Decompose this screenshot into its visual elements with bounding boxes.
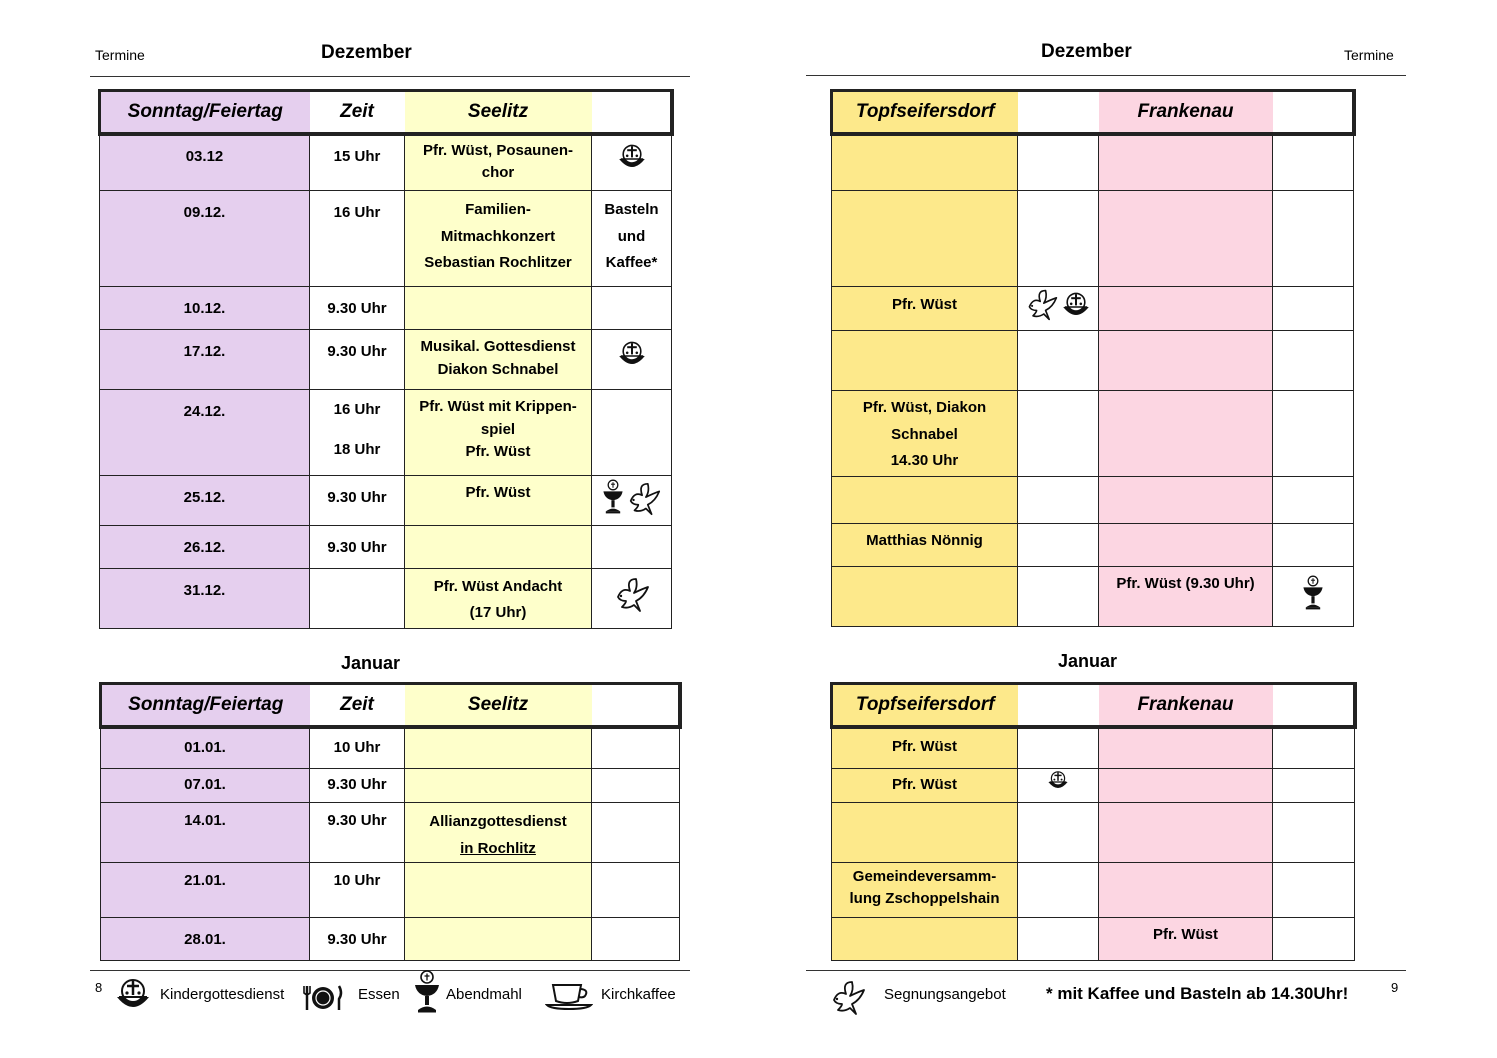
icon-cell — [1018, 769, 1099, 803]
topf-cell — [832, 803, 1018, 863]
icon-cell — [1273, 477, 1354, 524]
icon-cell — [1273, 524, 1354, 567]
date-cell: 21.01. — [101, 863, 310, 918]
icon-cell — [592, 476, 672, 526]
icon-cell — [592, 287, 672, 330]
communion-icon — [1301, 574, 1325, 612]
icon-cell — [592, 727, 680, 769]
topf-cell: Pfr. Wüst — [832, 287, 1018, 331]
icon-cell — [1018, 727, 1099, 769]
col-header-day: Sonntag/Feiertag — [101, 684, 310, 727]
table-row — [100, 287, 672, 330]
icon-cell — [592, 390, 672, 476]
table-row — [832, 524, 1354, 567]
date-cell: 10.12. — [100, 287, 310, 330]
topf-cell — [832, 567, 1018, 627]
col-header-seelitz: Seelitz — [405, 91, 592, 134]
date-cell: 14.01. — [101, 803, 310, 863]
frank-cell — [1099, 727, 1273, 769]
event-cell: Pfr. Wüst — [405, 476, 592, 526]
right-page-number: 9 — [1391, 980, 1399, 995]
icon-cell — [1273, 331, 1354, 391]
table-row — [832, 918, 1355, 961]
icon-cell — [592, 803, 680, 863]
right-month-december: Dezember — [1041, 41, 1132, 62]
kids-service-icon — [113, 977, 153, 1017]
icon-cell — [592, 769, 680, 803]
frank-cell: Pfr. Wüst (9.30 Uhr) — [1099, 567, 1273, 627]
event-cell: Pfr. Wüst Andacht (17 Uhr) — [405, 569, 592, 629]
topf-cell: Pfr. Wüst — [832, 769, 1018, 803]
topf-cell: Pfr. Wüst, Diakon Schnabel 14.30 Uhr — [832, 391, 1018, 477]
icon-cell — [592, 134, 672, 191]
kids-service-icon — [1060, 291, 1092, 323]
left-month-december: Dezember — [321, 42, 412, 63]
icon-cell — [592, 569, 672, 629]
table-row — [100, 569, 672, 629]
col-header-day: Sonntag/Feiertag — [100, 91, 310, 134]
icon-cell — [1273, 287, 1354, 331]
frank-cell — [1099, 391, 1273, 477]
frank-cell — [1099, 331, 1273, 391]
blessing-dove-icon — [828, 978, 868, 1018]
icon-cell — [1018, 477, 1099, 524]
date-cell: 09.12. — [100, 191, 310, 287]
kids-service-icon — [616, 340, 648, 372]
event-cell — [405, 803, 592, 863]
frank-cell — [1099, 524, 1273, 567]
table-row — [832, 331, 1354, 391]
communion-icon — [601, 476, 625, 518]
col-header-icons — [592, 91, 672, 134]
left-top-rule — [90, 76, 690, 77]
time-cell: 9.30 Uhr — [310, 769, 405, 803]
frank-cell — [1099, 477, 1273, 524]
left-january-table — [99, 682, 681, 961]
icon-cell — [1273, 803, 1355, 863]
time-cell: 9.30 Uhr — [310, 476, 405, 526]
icon-cell — [1273, 191, 1354, 287]
icon-cell — [1018, 524, 1099, 567]
table-row — [100, 390, 672, 476]
table-row — [100, 191, 672, 287]
date-cell: 31.12. — [100, 569, 310, 629]
left-december-table — [98, 89, 673, 629]
table-row — [100, 526, 672, 569]
event-cell — [405, 727, 592, 769]
topf-cell — [832, 918, 1018, 961]
col-header-icons-2 — [1273, 684, 1355, 727]
frank-cell — [1099, 769, 1273, 803]
right-bottom-rule — [806, 970, 1406, 971]
col-header-seelitz: Seelitz — [405, 684, 592, 727]
right-header-label: Termine — [1344, 47, 1394, 63]
event-cell: Familien- Mitmachkonzert Sebastian Rochlitzer — [405, 191, 592, 287]
frank-cell — [1099, 191, 1273, 287]
legend-kids: Kindergottesdienst — [160, 986, 285, 1003]
icon-cell — [1018, 191, 1099, 287]
table-row — [100, 134, 672, 191]
event-line: Allianzgottesdienst — [429, 813, 567, 830]
col-header-frankenau: Frankenau — [1099, 684, 1273, 727]
legend-food: Essen — [358, 986, 400, 1003]
table-row — [832, 391, 1354, 477]
icon-cell — [1018, 391, 1099, 477]
note-cell: Basteln und Kaffee* — [592, 191, 672, 287]
topf-cell — [832, 191, 1018, 287]
table-row — [832, 567, 1354, 627]
time-cell: 9.30 Uhr — [310, 918, 405, 961]
blessing-dove-icon — [612, 575, 652, 615]
table-row — [101, 803, 680, 863]
frank-cell — [1099, 134, 1273, 191]
icon-cell — [1273, 863, 1355, 918]
time-cell: 10 Uhr — [310, 863, 405, 918]
time-cell: 9.30 Uhr — [310, 287, 405, 330]
legend-communion: Abendmahl — [446, 986, 522, 1003]
date-cell: 03.12 — [100, 134, 310, 191]
coffee-icon — [545, 981, 593, 1011]
col-header-frankenau: Frankenau — [1099, 91, 1273, 134]
kids-service-icon — [1046, 770, 1070, 794]
icon-cell — [1018, 567, 1099, 627]
table-row — [832, 727, 1355, 769]
date-cell: 24.12. — [100, 390, 310, 476]
legend-note: * mit Kaffee und Basteln ab 14.30Uhr! — [1046, 984, 1349, 1003]
icon-cell — [592, 330, 672, 390]
event-cell — [405, 863, 592, 918]
blessing-dove-icon — [1024, 287, 1060, 323]
col-header-time: Zeit — [310, 91, 405, 134]
date-cell: 26.12. — [100, 526, 310, 569]
icon-cell — [592, 918, 680, 961]
icon-cell — [1018, 863, 1099, 918]
food-icon — [300, 983, 346, 1013]
col-header-icons-2 — [1273, 91, 1354, 134]
icon-cell — [1273, 391, 1354, 477]
date-cell: 17.12. — [100, 330, 310, 390]
frank-cell — [1099, 287, 1273, 331]
time-cell: 9.30 Uhr — [310, 526, 405, 569]
time-cell: 15 Uhr — [310, 134, 405, 191]
topf-cell: Pfr. Wüst — [832, 727, 1018, 769]
col-header-time: Zeit — [310, 684, 405, 727]
legend-blessing: Segnungsangebot — [884, 986, 1006, 1003]
right-december-table — [830, 89, 1355, 627]
event-location: in Rochlitz — [460, 840, 536, 857]
table-row — [101, 863, 680, 918]
col-header-topfseifersdorf: Topfseifersdorf — [832, 684, 1018, 727]
table-row — [100, 476, 672, 526]
col-header-icons — [592, 684, 680, 727]
time-cell: 9.30 Uhr — [310, 330, 405, 390]
legend-coffee: Kirchkaffee — [601, 986, 676, 1003]
topf-cell — [832, 331, 1018, 391]
icon-cell — [1273, 769, 1355, 803]
blessing-dove-icon — [625, 480, 663, 518]
right-top-rule — [806, 75, 1406, 76]
table-row — [832, 477, 1354, 524]
kids-service-icon — [616, 143, 648, 175]
icon-cell — [1273, 134, 1354, 191]
event-cell — [405, 526, 592, 569]
topf-cell: Gemeindeversamm- lung Zschoppelshain — [832, 863, 1018, 918]
table-row — [101, 727, 680, 769]
date-cell: 01.01. — [101, 727, 310, 769]
topf-cell — [832, 477, 1018, 524]
icon-cell — [1273, 567, 1354, 627]
right-month-january: Januar — [1058, 651, 1118, 671]
left-page-number: 8 — [95, 980, 103, 995]
table-row — [832, 191, 1354, 287]
date-cell: 28.01. — [101, 918, 310, 961]
icon-cell — [592, 863, 680, 918]
time-cell — [310, 569, 405, 629]
table-row — [832, 287, 1354, 331]
col-header-topfseifersdorf: Topfseifersdorf — [832, 91, 1018, 134]
table-row — [101, 918, 680, 961]
event-cell — [405, 287, 592, 330]
frank-cell — [1099, 803, 1273, 863]
icon-cell — [1018, 134, 1099, 191]
event-cell: Pfr. Wüst, Posaunen- chor — [405, 134, 592, 191]
table-row — [832, 803, 1355, 863]
left-bottom-rule — [90, 970, 690, 971]
frank-cell — [1099, 863, 1273, 918]
time-cell: 10 Uhr — [310, 727, 405, 769]
communion-icon — [412, 970, 442, 1014]
time-cell: 16 Uhr 18 Uhr — [310, 390, 405, 476]
icon-cell — [1018, 803, 1099, 863]
table-row — [832, 863, 1355, 918]
table-row — [832, 134, 1354, 191]
date-cell: 25.12. — [100, 476, 310, 526]
time-cell: 16 Uhr — [310, 191, 405, 287]
icon-cell — [592, 526, 672, 569]
col-header-icons-1 — [1018, 91, 1099, 134]
col-header-icons-1 — [1018, 684, 1099, 727]
topf-cell: Matthias Nönnig — [832, 524, 1018, 567]
date-cell: 07.01. — [101, 769, 310, 803]
icon-cell — [1018, 918, 1099, 961]
icon-cell — [1018, 287, 1099, 331]
table-row — [832, 769, 1355, 803]
table-row — [100, 330, 672, 390]
topf-cell — [832, 134, 1018, 191]
time-cell: 9.30 Uhr — [310, 803, 405, 863]
table-row — [101, 769, 680, 803]
left-month-january: Januar — [341, 653, 401, 673]
right-january-table — [830, 682, 1356, 961]
frank-cell: Pfr. Wüst — [1099, 918, 1273, 961]
icon-cell — [1273, 727, 1355, 769]
event-cell — [405, 769, 592, 803]
event-cell — [405, 918, 592, 961]
icon-cell — [1018, 331, 1099, 391]
event-cell: Pfr. Wüst mit Krippen- spiel Pfr. Wüst — [405, 390, 592, 476]
left-header-label: Termine — [95, 47, 145, 63]
event-cell: Musikal. Gottesdienst Diakon Schnabel — [405, 330, 592, 390]
icon-cell — [1273, 918, 1355, 961]
